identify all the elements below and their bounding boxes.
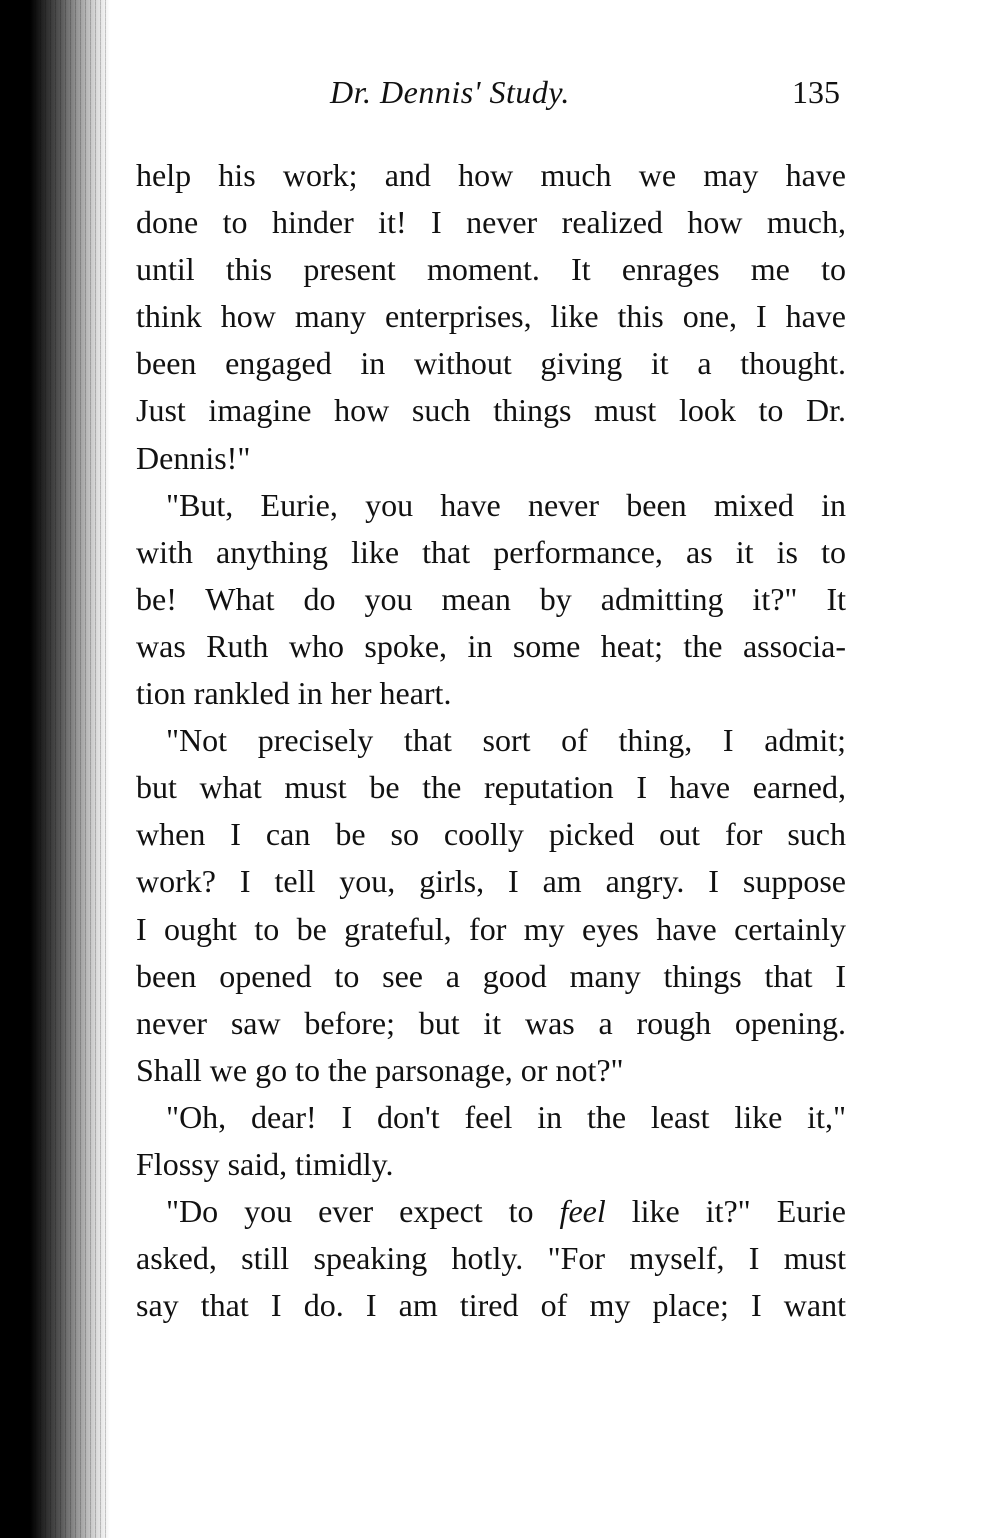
- text-line: with anything like that performance, as it is to: [136, 533, 846, 570]
- text-line: be! What do you mean by admitting it?" It: [136, 580, 846, 617]
- text-line: been opened to see a good many things that I: [136, 957, 846, 994]
- scan-gutter-texture: [0, 0, 110, 1538]
- text-line: asked, still speaking hotly. "For myself, I must: [136, 1240, 846, 1277]
- emphasized-word: feel: [559, 1193, 606, 1230]
- text-line: [136, 1188, 846, 1235]
- body-text: [136, 152, 846, 1329]
- text-line: done to hinder it! I never realized how much,: [136, 204, 846, 241]
- text-line: tion rankled in her heart.: [136, 675, 452, 712]
- text-line: think how many enterprises, like this one, I have: [136, 298, 846, 335]
- text-line: when I can be so coolly picked out for such: [136, 816, 846, 853]
- text-line: I ought to be grateful, for my eyes have certainly: [136, 910, 846, 947]
- text-line: help his work; and how much we may have: [136, 157, 846, 193]
- text-line: Flossy said, timidly.: [136, 1145, 394, 1182]
- text-line: but what must be the reputation I have earned,: [136, 769, 846, 806]
- text-fragment: "Do you ever expect to: [166, 1193, 560, 1230]
- text-line: say that I do. I am tired of my place; I want: [136, 1287, 846, 1324]
- text-line: until this present moment. It enrages me to: [136, 251, 846, 288]
- text-line: never saw before; but it was a rough opening.: [136, 1004, 846, 1041]
- text-line: "Oh, dear! I don't feel in the least like it,": [166, 1098, 846, 1135]
- text-fragment: like it?" Eurie: [605, 1193, 847, 1230]
- text-line: Dennis!": [136, 439, 251, 476]
- text-line: work? I tell you, girls, I am angry. I suppose: [136, 863, 846, 900]
- page-header: [330, 74, 840, 122]
- text-line: "Not precisely that sort of thing, I admit;: [166, 722, 846, 759]
- text-line: "But, Eurie, you have never been mixed in: [166, 486, 846, 523]
- text-line: was Ruth who spoke, in some heat; the associa-: [136, 627, 846, 664]
- text-line: Just imagine how such things must look to Dr.: [136, 392, 846, 429]
- text-line: been engaged in without giving it a thought.: [136, 345, 846, 382]
- running-title: Dr. Dennis' Study.: [330, 74, 570, 110]
- text-line: Shall we go to the parsonage, or not?": [136, 1051, 624, 1088]
- page-number: 135: [792, 74, 840, 110]
